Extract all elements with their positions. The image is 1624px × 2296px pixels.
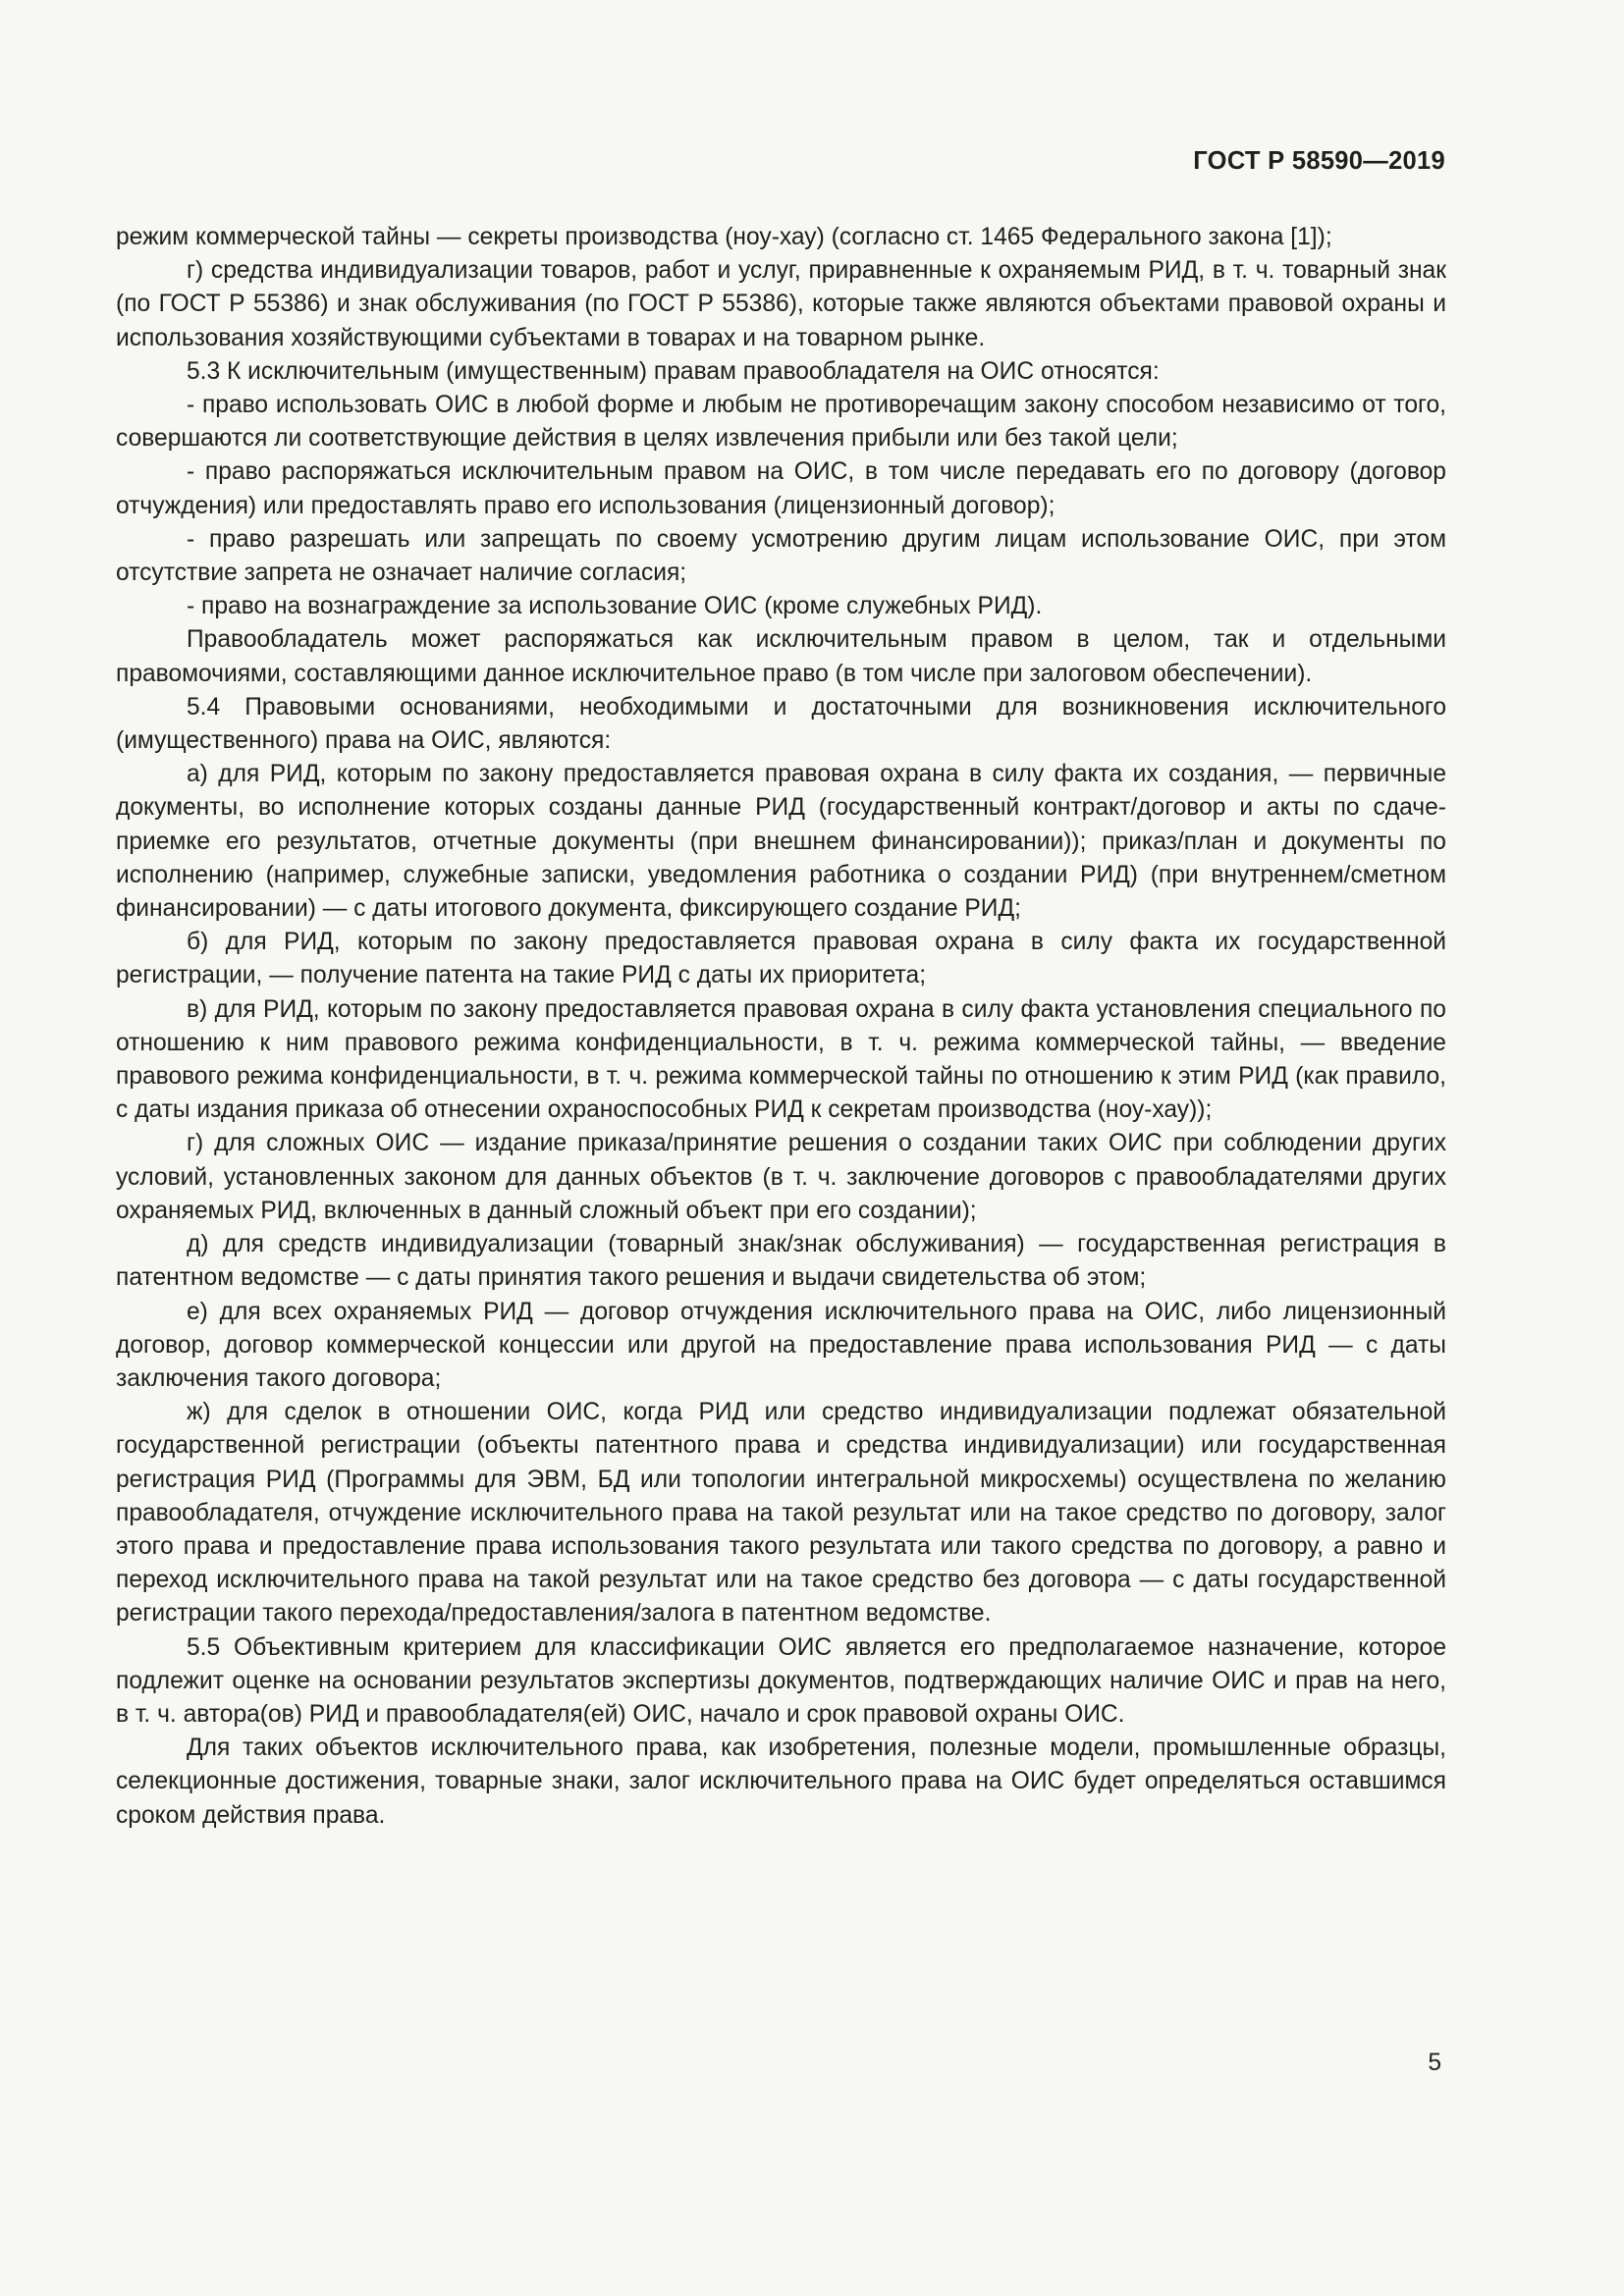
paragraph: 5.3 К исключительным (имущественным) правам правообладателя на ОИС относятся: [187,357,1160,385]
paragraph: 5.4 Правовыми основаниями, необходимыми и достаточными для возникновения исключительного (имущественного) права на ОИС, являются: [116,693,1446,755]
paragraph: - право разрешать или запрещать по своему усмотрению другим лицам использование ОИС, при этом отсутствие запрета не означает наличие согласия; [116,525,1446,587]
paragraph: в) для РИД, которым по закону предоставляется правовая охрана в силу факта установления специального по отношению к ним правового режима конфиденциальности, в т. ч. режима коммерческой тайны, — введение правового режима конфиденциальности, в т. ч. режима коммерческой тайны по отношению к этим РИД (как правило, с даты издания приказа об отнесении охраноспособных РИД к секретам производства (ноу-хау)); [116,995,1446,1124]
paragraph: режим коммерческой тайны — секреты производства (ноу-хау) (согласно ст. 1465 Федерального закона [1]); [116,224,1332,250]
page-header: ГОСТ Р 58590—2019 [1193,147,1445,175]
page-body [116,221,1446,1833]
paragraph: ж) для сделок в отношении ОИС, когда РИД или средство индивидуализации подлежат обязательной государственной регистрации (объекты патентного права и средства индивидуализации) или государственная регистрация РИД (Программы для ЭВМ, БД или топологии интегральной микросхемы) осуществлена по желанию правообладателя, отчуждение исключительного права на такой результат или на такое средство по договору, залог этого права и предоставление права использования такого результата или такого средства по договору, а равно и переход исключительного права на такой результат или на такое средство без договора — с даты государственной регистрации такого перехода/предоставления/залога в патентном ведомстве. [116,1399,1446,1628]
paragraph: а) для РИД, которым по закону предоставляется правовая охрана в силу факта их создания, — первичные документы, во исполнение которых созданы данные РИД (государственный контракт/договор и акты по сдаче-приемке его результатов, отчетные документы (при внешнем финансировании)); приказ/план и документы по исполнению (например, служебные записки, уведомления работника о создании РИД) (при внутреннем/сметном финансировании) — с даты итогового документа, фиксирующего создание РИД; [116,761,1446,923]
paragraph: г) средства индивидуализации товаров, работ и услуг, приравненные к охраняемым РИД, в т. ч. товарный знак (по ГОСТ Р 55386) и знак обслуживания (по ГОСТ Р 55386), которые также являются объектами правовой охраны и использования хозяйствующими субъектами в товарах и на товарном рынке. [116,257,1446,351]
paragraph: г) для сложных ОИС — издание приказа/принятие решения о создании таких ОИС при соблюдении других условий, установленных законом для данных объектов (в т. ч. заключение договоров с правообладателями других охраняемых РИД, включенных в данный сложный объект при его создании); [116,1130,1446,1224]
paragraph: 5.5 Объективным критерием для классификации ОИС является его предполагаемое назначение, которое подлежит оценке на основании результатов экспертизы документов, подтверждающих наличие ОИС и прав на него, в т. ч. автора(ов) РИД и правообладателя(ей) ОИС, начало и срок правовой охраны ОИС. [116,1633,1446,1728]
paragraph: - право на вознаграждение за использование ОИС (кроме служебных РИД). [187,593,1043,620]
paragraph: б) для РИД, которым по закону предоставляется правовая охрана в силу факта их государственной регистрации, — получение патента на такие РИД с даты их приоритета; [116,929,1446,989]
paragraph: е) для всех охраняемых РИД — договор отчуждения исключительного права на ОИС, либо лицензионный договор, договор коммерческой концессии или другой на предоставление права использования РИД — с даты заключения такого договора; [116,1298,1446,1392]
page-number: 5 [1428,2050,1441,2076]
paragraph: Для таких объектов исключительного права, как изобретения, полезные модели, промышленные образцы, селекционные достижения, товарные знаки, залог исключительного права на ОИС будет определяться оставшимся сроком действия права. [116,1735,1446,1829]
paragraph: д) для средств индивидуализации (товарный знак/знак обслуживания) — государственная регистрация в патентном ведомстве — с даты принятия такого решения и выдачи свидетельства об этом; [116,1231,1446,1292]
paragraph: - право использовать ОИС в любой форме и любым не противоречащим закону способом независимо от того, совершаются ли соответствующие действия в целях извлечения прибыли или без такой цели; [116,392,1446,453]
paragraph: - право распоряжаться исключительным правом на ОИС, в том числе передавать его по договору (договор отчуждения) или предоставлять право его использования (лицензионный договор); [116,458,1446,519]
paragraph: Правообладатель может распоряжаться как исключительным правом в целом, так и отдельными правомочиями, составляющими данное исключительное право (в том числе при залоговом обеспечении). [116,626,1446,687]
